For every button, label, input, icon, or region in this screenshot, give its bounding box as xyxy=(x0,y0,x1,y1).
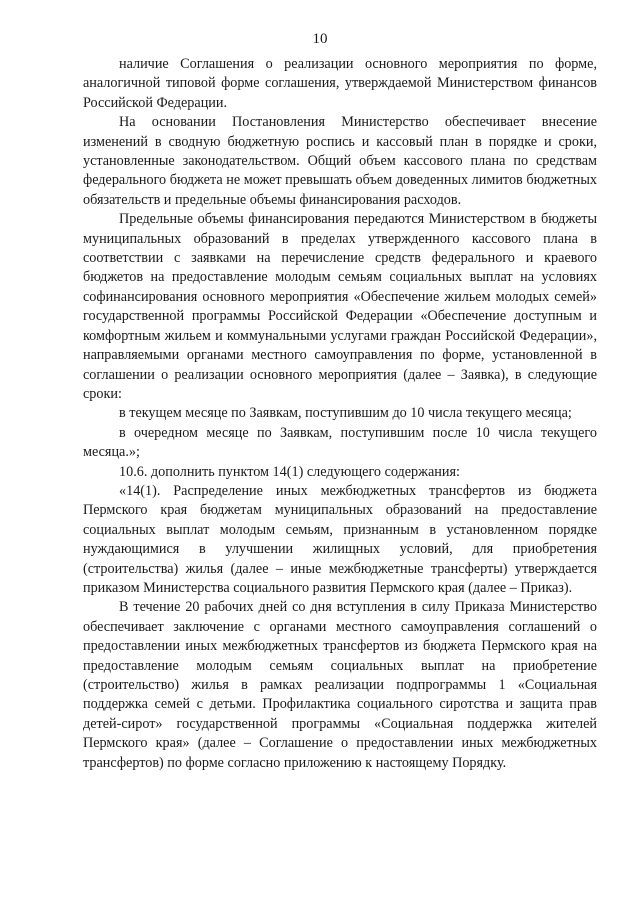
paragraph-item-14-1: «14(1). Распределение иных межбюджетных трансфертов из бюджета Пермского края бюджетам муниципальных образований на предоставление социальных выплат молодым семьям, признанным в установленном порядке нуждающимися в улучшении жилищных условий, для приобретения (строительства) жилья (далее – иные межбюджетные трансферты) утверждается приказом Министерства социального развития Пермского края (далее – Приказ). xyxy=(83,482,597,596)
paragraph-amendment-10-6: 10.6. дополнить пунктом 14(1) следующего содержания: xyxy=(119,463,460,480)
page-number: 10 xyxy=(312,31,328,47)
paragraph-agreement: наличие Соглашения о реализации основного мероприятия по форме, аналогичной типовой форме соглашения, утверждаемой Министерством финансов Российской Федерации. xyxy=(83,56,597,111)
paragraph-agreement-terms: В течение 20 рабочих дней со дня вступления в силу Приказа Министерство обеспечивает заключение с органами местного самоуправления соглашений о предоставлении иных межбюджетных трансфертов из бюджета Пермского края на предоставление молодым семьям социальных выплат на приобретение (строительство) жилья в рамках реализации подпрограммы 1 «Социальная поддержка семей с детьми. Профилактика социального сиротства и защита прав детей-сирот» государственной программы «Социальная поддержка жителей Пермского края» (далее – Соглашение о предоставлении иных межбюджетных трансфертов) по форме согласно приложению к настоящему Порядку. xyxy=(83,599,597,771)
paragraph-next-month: в очередном месяце по Заявкам, поступившим после 10 числа текущего месяца.»; xyxy=(83,424,597,461)
paragraph-budget-schedule: На основании Постановления Министерство обеспечивает внесение изменений в сводную бюджетную роспись и кассовый план в порядке и сроки, установленные законодательством. Общий объем кассового плана по средствам федерального бюджета не может превышать объем доведенных лимитов бюджетных обязательств и предельные объемы финансирования расходов. xyxy=(83,114,597,208)
paragraph-funding-limits: Предельные объемы финансирования передаются Министерством в бюджеты муниципальных образований в пределах утвержденного кассового плана в соответствии с заявками на перечисление средств федерального и краевого бюджетов на предоставление молодым семьям социальных выплат на условиях софинансирования основного мероприятия «Обеспечение жильем молодых семей» государственной программы Российской Федерации «Обеспечение доступным и комфортным жильем и коммунальными услугами граждан Российской Федерации», направляемыми органами местного самоуправления по форме, установленной в соглашении о реализации основного мероприятия (далее – Заявка), в следующие сроки: xyxy=(83,211,597,402)
document-body xyxy=(83,55,597,773)
paragraph-current-month: в текущем месяце по Заявкам, поступившим до 10 числа текущего месяца; xyxy=(119,405,572,422)
